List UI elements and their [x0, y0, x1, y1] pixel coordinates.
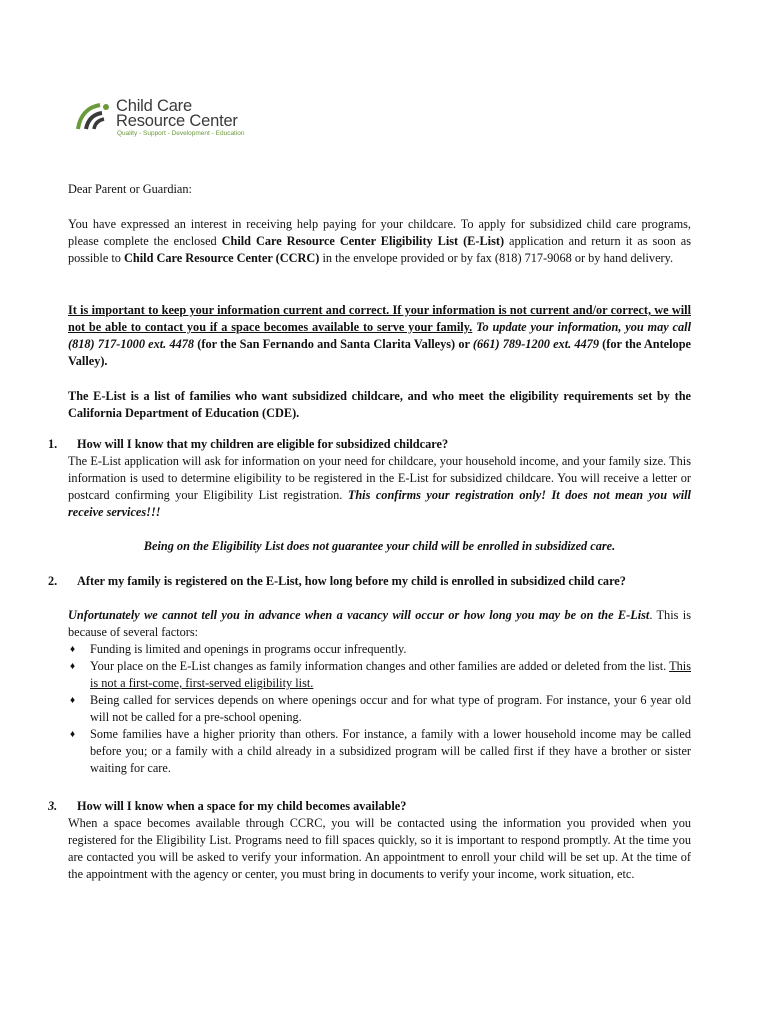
- q3-answer-text: When a space becomes available through CCRC, you will be contacted using the information you provided when you registered for the Eligibility List. Programs need to fill spaces quickly, so it is important to respond promptly. At the time you are contacted you will be asked to verify your information. An appointment to enroll your child will be set up. At the time of the appointment with the agency or center, you must bring in documents to verify your income, work situation, etc.: [68, 816, 691, 881]
- intro-bold-2: Child Care Resource Center (CCRC): [124, 251, 320, 265]
- q2-lead-rest: . This is because of several factors:: [68, 608, 691, 639]
- logo-line-2: Resource Center: [116, 112, 238, 130]
- important-bold-1: (for the San Fernando and Santa Clarita Valleys) or: [194, 337, 473, 351]
- q2-lead-emphasis: Unfortunately we cannot tell you in advance when a vacancy will occur or how long you may be on the E-List: [68, 608, 650, 622]
- bullet-diamond-icon: ♦: [70, 661, 76, 672]
- bullet-diamond-icon: ♦: [70, 729, 76, 740]
- q1-question: How will I know that my children are eligible for subsidized childcare?: [77, 437, 449, 451]
- important-text: [68, 302, 691, 370]
- q2-factor-list: [68, 641, 691, 777]
- q3-answer: [68, 815, 691, 883]
- q1-number: 1.: [48, 437, 58, 451]
- intro-bold-1: Child Care Resource Center Eligibility List (E-List): [221, 234, 505, 248]
- ccrc-logo: [76, 97, 251, 142]
- list-item: [68, 658, 691, 692]
- list-item: [68, 692, 691, 726]
- elist-paragraph: [68, 388, 691, 422]
- q1-answer-body: The E-List application will ask for information on your need for childcare, your household income, and your family size. This information is used to determine eligibility to be registered in the E-List for subsidized childcare. You will receive a letter or postcard confirming your Eligibility List registration.: [68, 454, 691, 502]
- ccrc-logo-icon: [76, 99, 114, 131]
- important-bold-2: (for the Antelope Valley).: [68, 337, 691, 368]
- bullet-text: Being called for services depends on where openings occur and for what type of program. For instance, your 6 year old will not be called for a pre-school opening.: [90, 693, 691, 724]
- important-underlined: It is important to keep your information current and correct. If your information is not current and/or correct, we will not be able to contact you if a space becomes available to serve your family.: [68, 303, 691, 334]
- bullet-diamond-icon: ♦: [70, 644, 76, 655]
- logo-tagline: Quality - Support - Development - Education: [117, 130, 245, 137]
- intro-text-1: You have expressed an interest in receiving help paying for your childcare. To apply for subsidized child care programs, please complete the enclosed: [68, 217, 691, 248]
- q3-question: How will I know when a space for my child becomes available?: [77, 799, 407, 813]
- list-item: [68, 641, 691, 658]
- bullet-text: Some families have a higher priority than others. For instance, a family with a lower household income may be called before you; or a family with a child already in a subsidized program will be called first if they have a brother or sister waiting for care.: [90, 727, 691, 775]
- intro-text-3: in the envelope provided or by fax (818) 717-9068 or by hand delivery.: [319, 251, 674, 265]
- notice: [68, 538, 691, 555]
- bullet-text: Your place on the E-List changes as family information changes and other families are added or deleted from the list.: [90, 659, 670, 673]
- phone-sfv: To update your information, you may call (818) 717-1000 ext. 4478: [68, 320, 691, 351]
- q2-number: 2.: [48, 574, 58, 588]
- q2-question: After my family is registered on the E-List, how long before my child is enrolled in subsidized child care?: [77, 574, 626, 588]
- phone-av: (661) 789-1200 ext. 4479: [472, 337, 599, 351]
- q2-lead: [68, 607, 691, 641]
- q1-answer-text: [68, 453, 691, 521]
- greeting: [68, 181, 691, 198]
- q2-answer: [68, 607, 691, 777]
- q3-number: 3.: [48, 799, 58, 813]
- greeting-text: Dear Parent or Guardian:: [68, 182, 192, 196]
- logo-line-1: Child Care: [116, 97, 192, 115]
- notice-text: Being on the Eligibility List does not guarantee your child will be enrolled in subsidized care.: [143, 539, 616, 553]
- q1-emphasis: This confirms your registration only! It does not mean you will receive services!!!: [68, 488, 691, 519]
- bullet-text: Funding is limited and openings in programs occur infrequently.: [90, 642, 407, 656]
- list-item: [68, 726, 691, 777]
- important-paragraph: [68, 302, 691, 370]
- intro-paragraph: [68, 216, 691, 267]
- q1-answer: [68, 453, 691, 521]
- intro-text: [68, 216, 691, 267]
- bullet-underlined: This is not a first-come, first-served eligibility list.: [90, 659, 691, 690]
- intro-text-2: application and return it as soon as possible to: [68, 234, 691, 265]
- bullet-diamond-icon: ♦: [70, 695, 76, 706]
- elist-text: The E-List is a list of families who want subsidized childcare, and who meet the eligibility requirements set by the California Department of Education (CDE).: [68, 389, 691, 420]
